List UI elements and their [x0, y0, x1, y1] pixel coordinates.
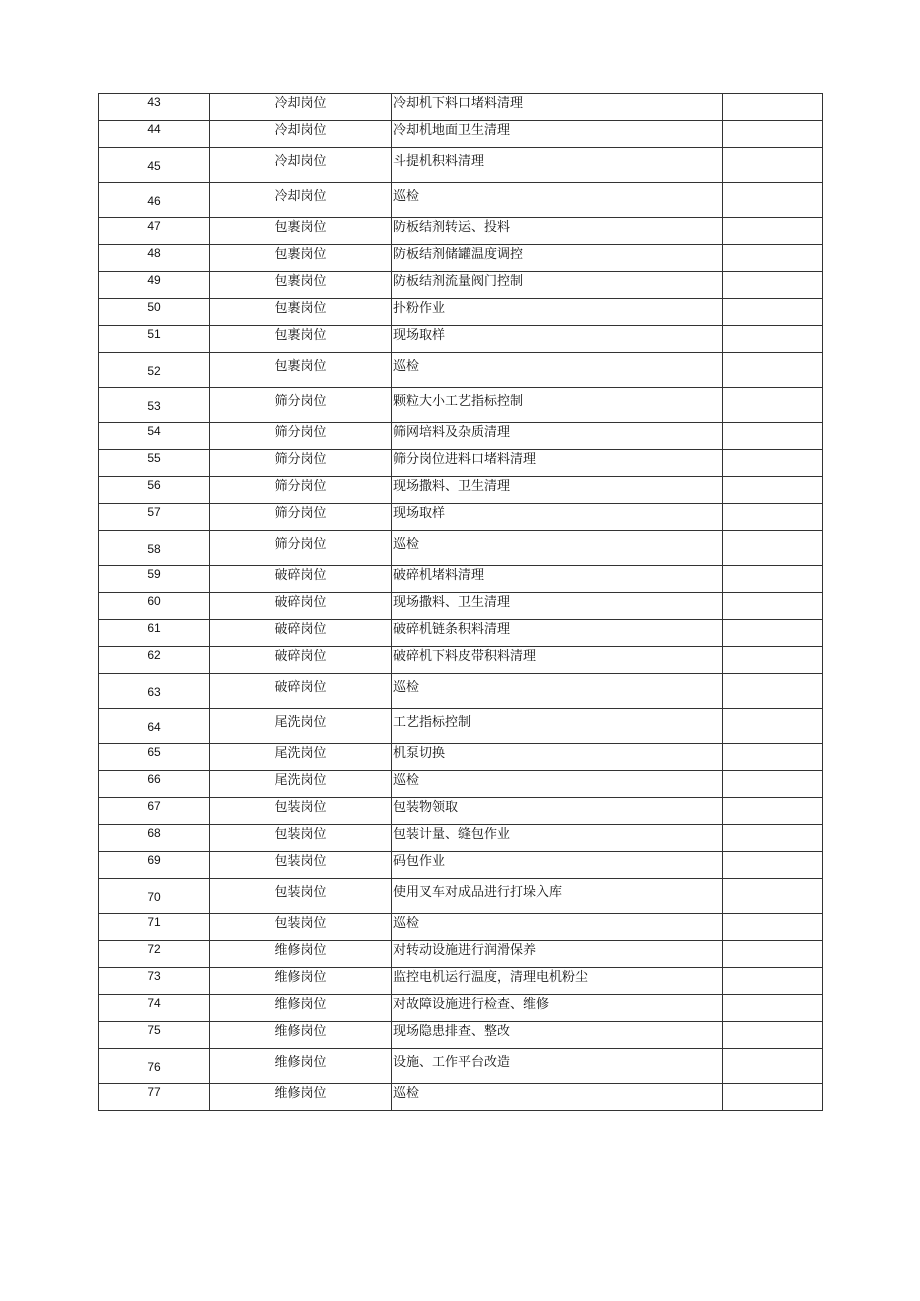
- post-name: 维修岗位: [210, 941, 392, 968]
- remarks-cell: [723, 388, 823, 423]
- row-number: 51: [99, 326, 210, 353]
- row-number: 59: [99, 566, 210, 593]
- remarks-cell: [723, 121, 823, 148]
- remarks-cell: [723, 593, 823, 620]
- row-number: 67: [99, 798, 210, 825]
- post-name: 筛分岗位: [210, 423, 392, 450]
- task-description: 颗粒大小工艺指标控制: [392, 388, 723, 423]
- row-number: 70: [99, 879, 210, 914]
- table-row: [99, 620, 823, 647]
- task-description: 防板结剂转运、投料: [392, 218, 723, 245]
- table-row: [99, 593, 823, 620]
- row-number: 62: [99, 647, 210, 674]
- row-number: 53: [99, 388, 210, 423]
- post-name: 包裹岗位: [210, 326, 392, 353]
- task-description: 破碎机下料皮带积料清理: [392, 647, 723, 674]
- table-row: [99, 744, 823, 771]
- post-name: 包裹岗位: [210, 272, 392, 299]
- task-description: 包装物领取: [392, 798, 723, 825]
- remarks-cell: [723, 504, 823, 531]
- remarks-cell: [723, 450, 823, 477]
- post-name: 包装岗位: [210, 798, 392, 825]
- remarks-cell: [723, 995, 823, 1022]
- task-description: 现场撒料、卫生清理: [392, 477, 723, 504]
- post-name: 破碎岗位: [210, 593, 392, 620]
- task-description: 斗提机积料清理: [392, 148, 723, 183]
- remarks-cell: [723, 744, 823, 771]
- table-row: [99, 450, 823, 477]
- post-name: 破碎岗位: [210, 620, 392, 647]
- remarks-cell: [723, 326, 823, 353]
- table-row: [99, 852, 823, 879]
- remarks-cell: [723, 272, 823, 299]
- remarks-cell: [723, 852, 823, 879]
- post-name: 维修岗位: [210, 968, 392, 995]
- task-description: 防板结剂储罐温度调控: [392, 245, 723, 272]
- row-number: 48: [99, 245, 210, 272]
- task-description: 扑粉作业: [392, 299, 723, 326]
- post-name: 包装岗位: [210, 852, 392, 879]
- task-description: 巡检: [392, 674, 723, 709]
- task-description: 码包作业: [392, 852, 723, 879]
- post-name: 筛分岗位: [210, 531, 392, 566]
- row-number: 77: [99, 1084, 210, 1111]
- row-number: 44: [99, 121, 210, 148]
- row-number: 65: [99, 744, 210, 771]
- remarks-cell: [723, 1049, 823, 1084]
- remarks-cell: [723, 620, 823, 647]
- remarks-cell: [723, 148, 823, 183]
- post-name: 筛分岗位: [210, 450, 392, 477]
- table-row: [99, 709, 823, 744]
- post-name: 包裹岗位: [210, 218, 392, 245]
- task-description: 筛分岗位进料口堵料清理: [392, 450, 723, 477]
- remarks-cell: [723, 825, 823, 852]
- row-number: 60: [99, 593, 210, 620]
- post-name: 尾洗岗位: [210, 744, 392, 771]
- remarks-cell: [723, 798, 823, 825]
- table-row: [99, 388, 823, 423]
- remarks-cell: [723, 647, 823, 674]
- remarks-cell: [723, 353, 823, 388]
- remarks-cell: [723, 674, 823, 709]
- task-description: 冷却机地面卫生清理: [392, 121, 723, 148]
- task-description: 机泵切换: [392, 744, 723, 771]
- post-name: 维修岗位: [210, 995, 392, 1022]
- row-number: 46: [99, 183, 210, 218]
- row-number: 72: [99, 941, 210, 968]
- post-name: 尾洗岗位: [210, 709, 392, 744]
- remarks-cell: [723, 531, 823, 566]
- row-number: 69: [99, 852, 210, 879]
- table-row: [99, 914, 823, 941]
- remarks-cell: [723, 245, 823, 272]
- remarks-cell: [723, 423, 823, 450]
- task-description: 现场取样: [392, 326, 723, 353]
- post-name: 包裹岗位: [210, 299, 392, 326]
- table-row: [99, 674, 823, 709]
- table-row: [99, 566, 823, 593]
- task-description: 巡检: [392, 771, 723, 798]
- post-name: 维修岗位: [210, 1022, 392, 1049]
- row-number: 55: [99, 450, 210, 477]
- post-name: 破碎岗位: [210, 647, 392, 674]
- row-number: 50: [99, 299, 210, 326]
- row-number: 52: [99, 353, 210, 388]
- task-description: 对故障设施进行检查、维修: [392, 995, 723, 1022]
- post-name: 包装岗位: [210, 879, 392, 914]
- post-name: 冷却岗位: [210, 148, 392, 183]
- row-number: 68: [99, 825, 210, 852]
- row-number: 43: [99, 94, 210, 121]
- task-description: 巡检: [392, 914, 723, 941]
- post-name: 筛分岗位: [210, 388, 392, 423]
- task-description: 监控电机运行温度，清理电机粉尘: [392, 968, 723, 995]
- table-row: [99, 299, 823, 326]
- row-number: 63: [99, 674, 210, 709]
- post-name: 包裹岗位: [210, 353, 392, 388]
- remarks-cell: [723, 1022, 823, 1049]
- task-description: 破碎机堵料清理: [392, 566, 723, 593]
- post-name: 维修岗位: [210, 1049, 392, 1084]
- remarks-cell: [723, 941, 823, 968]
- task-description: 设施、工作平台改造: [392, 1049, 723, 1084]
- task-table-body: [99, 94, 823, 1111]
- row-number: 73: [99, 968, 210, 995]
- row-number: 66: [99, 771, 210, 798]
- table-row: [99, 326, 823, 353]
- table-row: [99, 879, 823, 914]
- task-description: 破碎机链条积料清理: [392, 620, 723, 647]
- task-description: 巡检: [392, 1084, 723, 1111]
- row-number: 74: [99, 995, 210, 1022]
- task-description: 现场取样: [392, 504, 723, 531]
- row-number: 75: [99, 1022, 210, 1049]
- post-name: 包裹岗位: [210, 245, 392, 272]
- table-row: [99, 771, 823, 798]
- row-number: 71: [99, 914, 210, 941]
- table-row: [99, 477, 823, 504]
- post-name: 冷却岗位: [210, 121, 392, 148]
- table-row: [99, 245, 823, 272]
- table-row: [99, 423, 823, 450]
- task-description: 现场隐患排查、整改: [392, 1022, 723, 1049]
- remarks-cell: [723, 968, 823, 995]
- remarks-cell: [723, 1084, 823, 1111]
- task-description: 防板结剂流量阀门控制: [392, 272, 723, 299]
- remarks-cell: [723, 879, 823, 914]
- post-name: 冷却岗位: [210, 94, 392, 121]
- row-number: 57: [99, 504, 210, 531]
- table-row: [99, 94, 823, 121]
- row-number: 64: [99, 709, 210, 744]
- task-description: 工艺指标控制: [392, 709, 723, 744]
- table-row: [99, 1084, 823, 1111]
- task-description: 冷却机下料口堵料清理: [392, 94, 723, 121]
- row-number: 56: [99, 477, 210, 504]
- post-name: 破碎岗位: [210, 674, 392, 709]
- remarks-cell: [723, 914, 823, 941]
- task-description: 巡检: [392, 531, 723, 566]
- task-description: 对转动设施进行润滑保养: [392, 941, 723, 968]
- task-description: 巡检: [392, 353, 723, 388]
- post-name: 包装岗位: [210, 825, 392, 852]
- post-name: 筛分岗位: [210, 477, 392, 504]
- table-row: [99, 121, 823, 148]
- row-number: 61: [99, 620, 210, 647]
- remarks-cell: [723, 771, 823, 798]
- table-row: [99, 647, 823, 674]
- table-row: [99, 531, 823, 566]
- task-description: 现场撒料、卫生清理: [392, 593, 723, 620]
- remarks-cell: [723, 299, 823, 326]
- task-table: [98, 93, 823, 1111]
- row-number: 49: [99, 272, 210, 299]
- table-row: [99, 1049, 823, 1084]
- task-description: 包装计量、缝包作业: [392, 825, 723, 852]
- table-row: [99, 995, 823, 1022]
- row-number: 76: [99, 1049, 210, 1084]
- row-number: 58: [99, 531, 210, 566]
- remarks-cell: [723, 709, 823, 744]
- row-number: 54: [99, 423, 210, 450]
- table-row: [99, 825, 823, 852]
- table-row: [99, 504, 823, 531]
- table-row: [99, 272, 823, 299]
- table-row: [99, 941, 823, 968]
- post-name: 冷却岗位: [210, 183, 392, 218]
- remarks-cell: [723, 477, 823, 504]
- post-name: 尾洗岗位: [210, 771, 392, 798]
- task-description: 使用叉车对成品进行打垛入库: [392, 879, 723, 914]
- remarks-cell: [723, 183, 823, 218]
- table-row: [99, 968, 823, 995]
- table-row: [99, 148, 823, 183]
- row-number: 47: [99, 218, 210, 245]
- task-description: 巡检: [392, 183, 723, 218]
- remarks-cell: [723, 218, 823, 245]
- post-name: 筛分岗位: [210, 504, 392, 531]
- table-row: [99, 218, 823, 245]
- post-name: 维修岗位: [210, 1084, 392, 1111]
- remarks-cell: [723, 94, 823, 121]
- table-row: [99, 1022, 823, 1049]
- table-row: [99, 798, 823, 825]
- post-name: 包装岗位: [210, 914, 392, 941]
- post-name: 破碎岗位: [210, 566, 392, 593]
- task-description: 筛网培料及杂质清理: [392, 423, 723, 450]
- table-row: [99, 183, 823, 218]
- remarks-cell: [723, 566, 823, 593]
- table-row: [99, 353, 823, 388]
- row-number: 45: [99, 148, 210, 183]
